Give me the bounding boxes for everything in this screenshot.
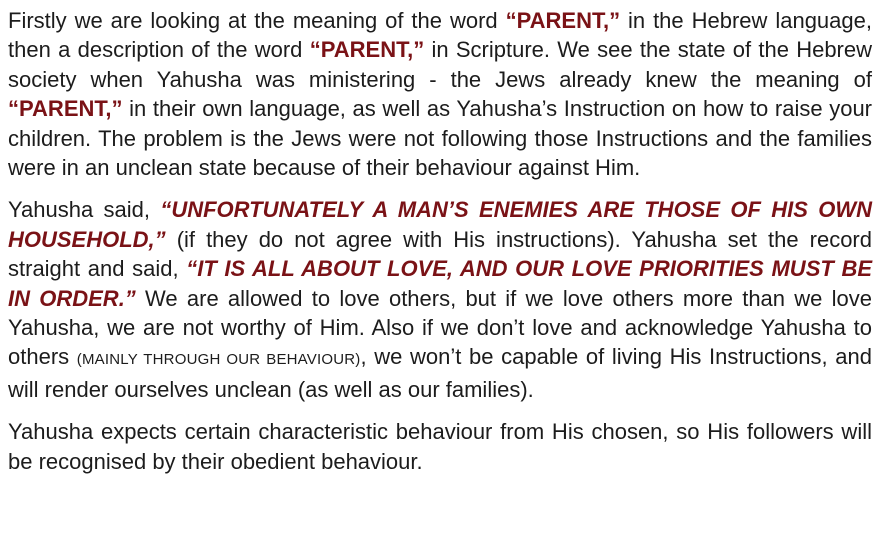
quote-enemies-household: “UNFORTUNATELY A MAN’S ENEMIES ARE THOSE OF HIS OWN HOUSEHOLD,” <box>8 197 872 252</box>
text-segment: , we won’t be capable of living His Instructions, and will render ourselves unclean (as well as our families). <box>8 344 872 402</box>
small-caps-note: (MAINLY THROUGH OUR BEHAVIOUR) <box>76 351 361 369</box>
text-segment: Yahusha expects certain characteristic behaviour from His chosen, so His followers will be recognised by their obedient behaviour. <box>8 419 872 474</box>
text-segment: Firstly we are looking at the meaning of the word <box>8 8 506 33</box>
text-segment: We are allowed to love others, but if we love others more than we love Yahusha, we are not worthy of Him. Also if we don’t love and acknowledge Yahusha to others <box>8 285 872 370</box>
keyword-parent: “PARENT,” <box>505 8 621 33</box>
paragraph-3 <box>8 417 872 476</box>
text-segment: Yahusha said, <box>8 197 161 223</box>
keyword-parent: “PARENT,” <box>309 37 425 63</box>
text-segment: in Scripture. We see the state of the Hebrew society when Yahusha was ministering - the Jews already knew the meaning of <box>8 37 873 92</box>
paragraph-2 <box>8 195 872 404</box>
text-segment: (if they do not agree with His instructions). Yahusha set the record straight and said, <box>8 226 872 282</box>
text-segment: in the Hebrew language, then a description of the word <box>8 8 872 63</box>
keyword-parent: “PARENT,” <box>8 96 123 122</box>
paragraph-1 <box>8 6 872 182</box>
text-segment: in their own language, as well as Yahusha’s Instruction on how to raise your children. The problem is the Jews were not following those Instructions and the families were in an unclean state because of their behaviour against Him. <box>8 96 872 181</box>
quote-love-priorities: “IT IS ALL ABOUT LOVE, AND OUR LOVE PRIORITIES MUST BE IN ORDER.” <box>8 256 872 311</box>
